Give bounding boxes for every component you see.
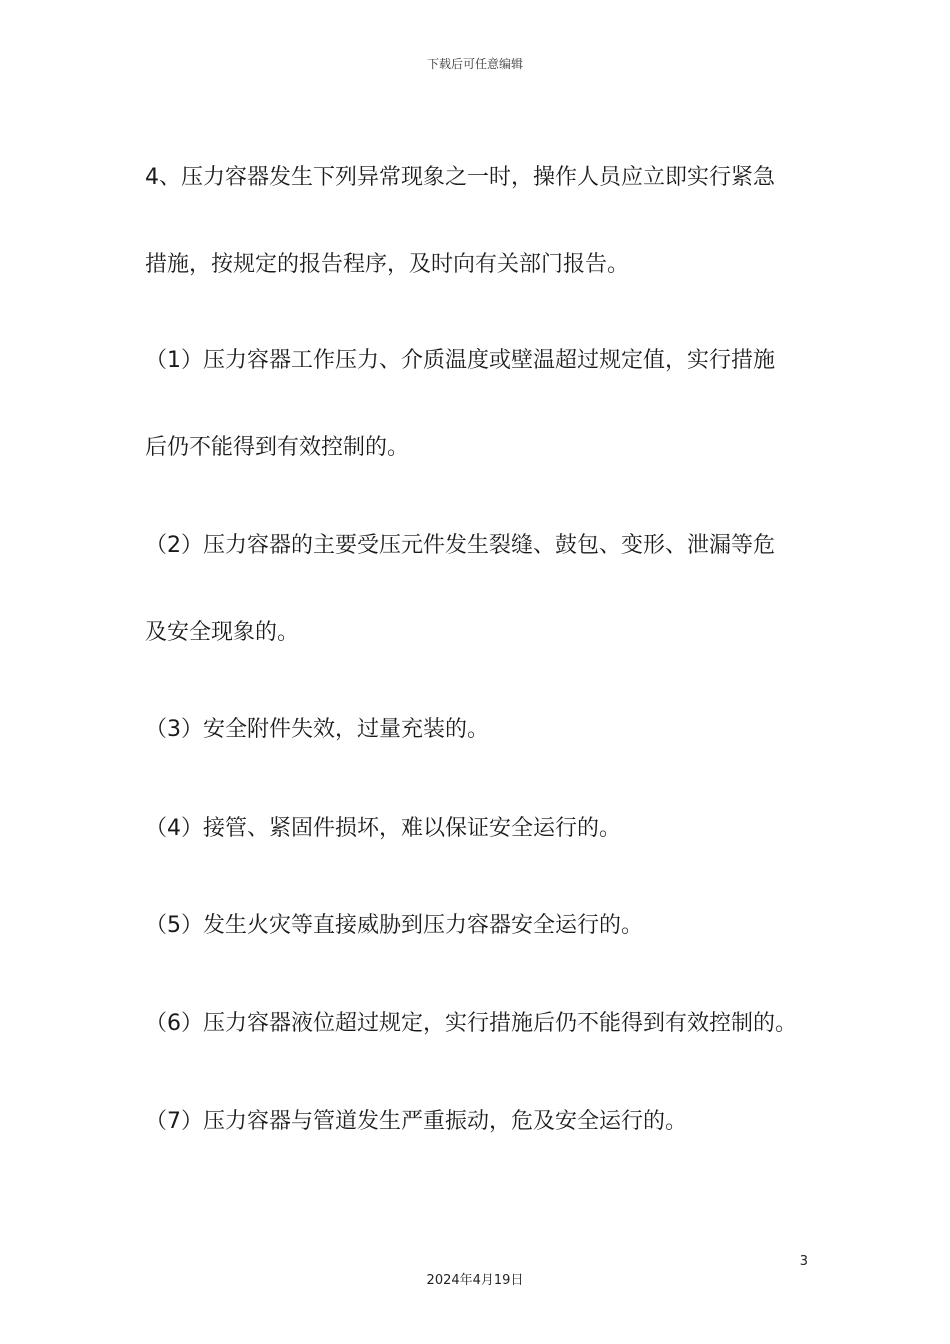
page-number: 3 (799, 1254, 808, 1269)
body-line-5: （2）压力容器的主要受压元件发生裂缝、鼓包、变形、泄漏等危 (145, 533, 775, 558)
body-line-11: （7）压力容器与管道发生严重振动，危及安全运行的。 (145, 1109, 687, 1134)
body-line-10: （6）压力容器液位超过规定，实行措施后仍不能得到有效控制的。 (145, 1011, 797, 1036)
body-line-8: （4）接管、紧固件损坏，难以保证安全运行的。 (145, 816, 621, 841)
body-line-7: （3）安全附件失效，过量充装的。 (145, 717, 489, 742)
body-line-6: 及安全现象的。 (145, 620, 300, 645)
body-line-1: 4、压力容器发生下列异常现象之一时，操作人员应立即实行紧急 (145, 165, 775, 190)
footer-date: 2024年4月19日 (426, 1273, 524, 1288)
page-header: 下载后可任意编辑 (426, 57, 523, 71)
body-line-2: 措施，按规定的报告程序，及时向有关部门报告。 (145, 252, 630, 277)
body-line-9: （5）发生火灾等直接威胁到压力容器安全运行的。 (145, 913, 643, 938)
body-line-3: （1）压力容器工作压力、介质温度或壁温超过规定值，实行措施 (145, 348, 775, 373)
body-line-4: 后仍不能得到有效控制的。 (145, 435, 410, 460)
